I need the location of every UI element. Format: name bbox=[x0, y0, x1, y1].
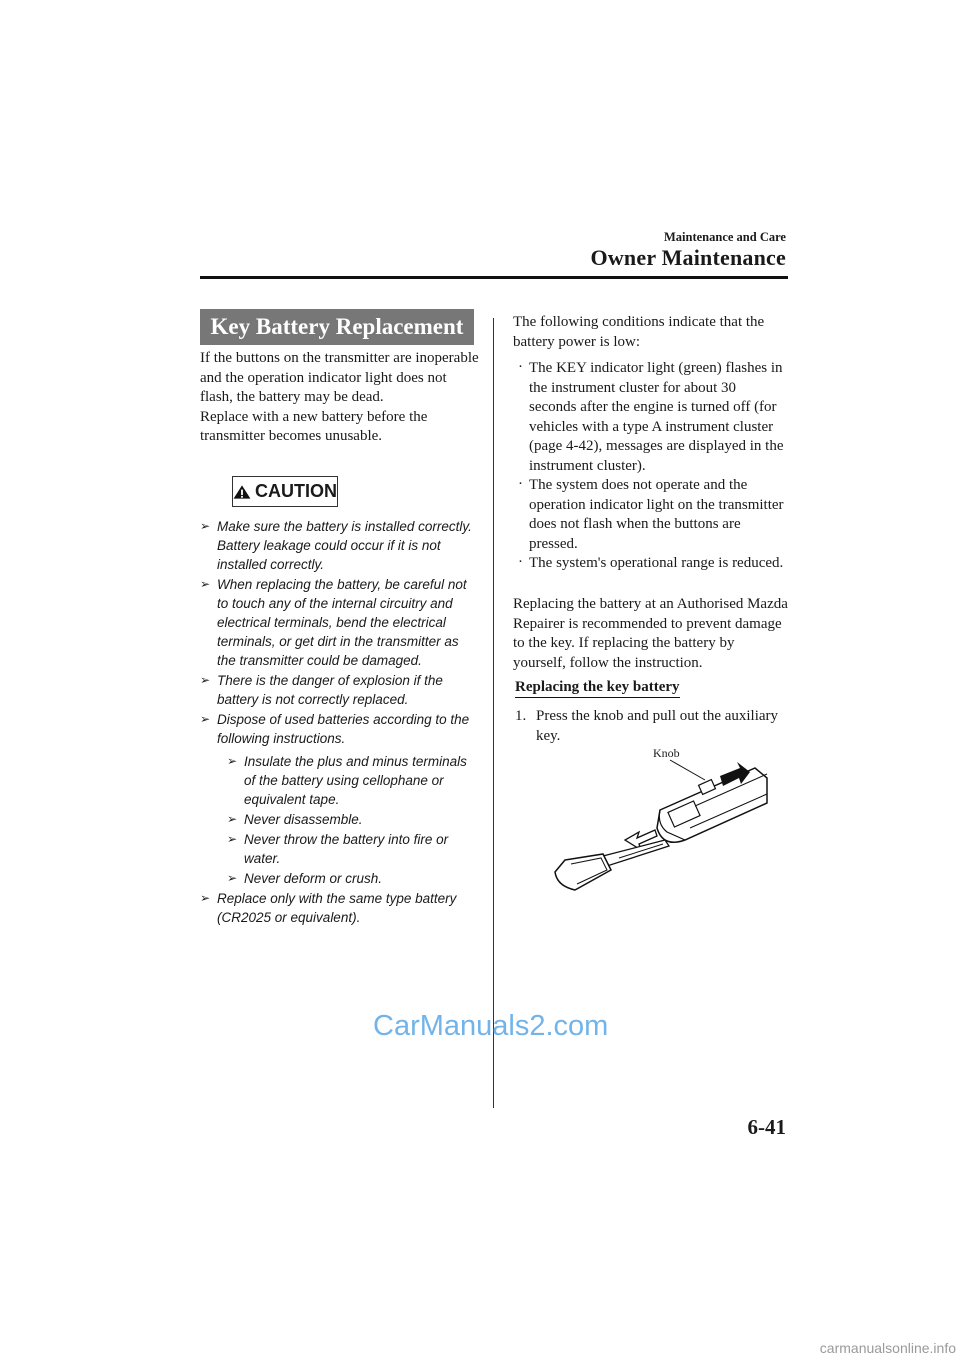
recommend-paragraph: Replacing the battery at an Authorised Mazda Repairer is recommended to prevent damage to the key. If replacing the battery by yourself, follow the instruction. bbox=[513, 596, 788, 671]
arrow-bullet-icon: ➢ bbox=[200, 712, 211, 726]
sub-warning-item: ➢ Never disassemble. bbox=[227, 812, 363, 827]
caution-box bbox=[232, 476, 338, 507]
arrow-bullet-icon: ➢ bbox=[227, 832, 238, 846]
caution-label: CAUTION bbox=[255, 481, 337, 501]
section-subtitle: Maintenance and Care bbox=[664, 230, 786, 244]
key-removal-illustration bbox=[545, 758, 775, 910]
warning-item: ➢ When replacing the battery, be careful not to touch any of the internal circuitry and electrical terminals, bend the electrical terminals, or get dirt in the transmitter as the transmitter could be damaged. bbox=[200, 577, 467, 668]
battery-low-intro: The following conditions indicate that the battery power is low: bbox=[513, 314, 765, 350]
condition-item: · The system does not operate and the operation indicator light on the transmitter does not flash when the buttons are pressed. bbox=[514, 476, 784, 554]
intro-text-2: Replace with a new battery before the transmitter becomes unusable. bbox=[200, 408, 428, 444]
sub-warning-item: ➢ Insulate the plus and minus terminals of the battery using cellophane or equivalent tape. bbox=[227, 754, 467, 807]
condition-item: · The system's operational range is reduced. bbox=[514, 554, 784, 574]
warning-item: ➢ Replace only with the same type battery (CR2025 or equivalent). bbox=[200, 891, 457, 925]
arrow-bullet-icon: ➢ bbox=[200, 577, 211, 591]
condition-list bbox=[514, 359, 784, 574]
column-divider bbox=[493, 318, 494, 1108]
step-text: Press the knob and pull out the auxiliary key. bbox=[536, 708, 779, 744]
step-number: 1. bbox=[515, 708, 527, 724]
disposal-sublist bbox=[217, 752, 478, 888]
condition-item: · The KEY indicator light (green) flashes in the instrument cluster for about 30 seconds after the engine is turned off (for vehicles with a type A instrument cluster (page 4-42), messages are displayed in the instrument cluster). bbox=[514, 359, 784, 476]
subheading-replacing: Replacing the key battery bbox=[515, 679, 680, 698]
intro-paragraph bbox=[200, 349, 480, 447]
knob-label: Knob bbox=[653, 746, 680, 760]
warning-item: ➢ Dispose of used batteries according to the following instructions. ➢ Insulate the plus and minus terminals of the battery using cellophane or equivalent tape. ➢ Never disassemble. ➢ Never throw the battery into fire or water. ➢ Never deform or crush. bbox=[200, 710, 478, 888]
caution-list bbox=[200, 517, 478, 928]
header-rule bbox=[200, 276, 788, 279]
arrow-bullet-icon: ➢ bbox=[227, 871, 238, 885]
warning-item: ➢ Make sure the battery is installed correctly. Battery leakage could occur if it is not installed correctly. bbox=[200, 519, 472, 572]
step-1 bbox=[515, 707, 785, 746]
arrow-bullet-icon: ➢ bbox=[200, 891, 211, 905]
arrow-bullet-icon: ➢ bbox=[200, 519, 211, 533]
sub-warning-item: ➢ Never deform or crush. bbox=[227, 871, 383, 886]
footer-site-text: carmanualsonline.info bbox=[819, 1340, 956, 1356]
warning-item: ➢ There is the danger of explosion if the battery is not correctly replaced. bbox=[200, 673, 443, 707]
arrow-bullet-icon: ➢ bbox=[227, 754, 238, 768]
warning-triangle-icon bbox=[233, 480, 251, 504]
section-title: Owner Maintenance bbox=[590, 245, 786, 270]
arrow-bullet-icon: ➢ bbox=[200, 673, 211, 687]
section-banner: Key Battery Replacement bbox=[200, 309, 474, 345]
sub-warning-item: ➢ Never throw the battery into fire or water. bbox=[227, 832, 449, 866]
page-number: 6-41 bbox=[747, 1115, 786, 1139]
intro-text-1: If the buttons on the transmitter are inoperable and the operation indicator light does not flash, the battery may be dead. bbox=[200, 350, 479, 405]
arrow-bullet-icon: ➢ bbox=[227, 812, 238, 826]
watermark: CarManuals2.com bbox=[373, 1010, 609, 1042]
